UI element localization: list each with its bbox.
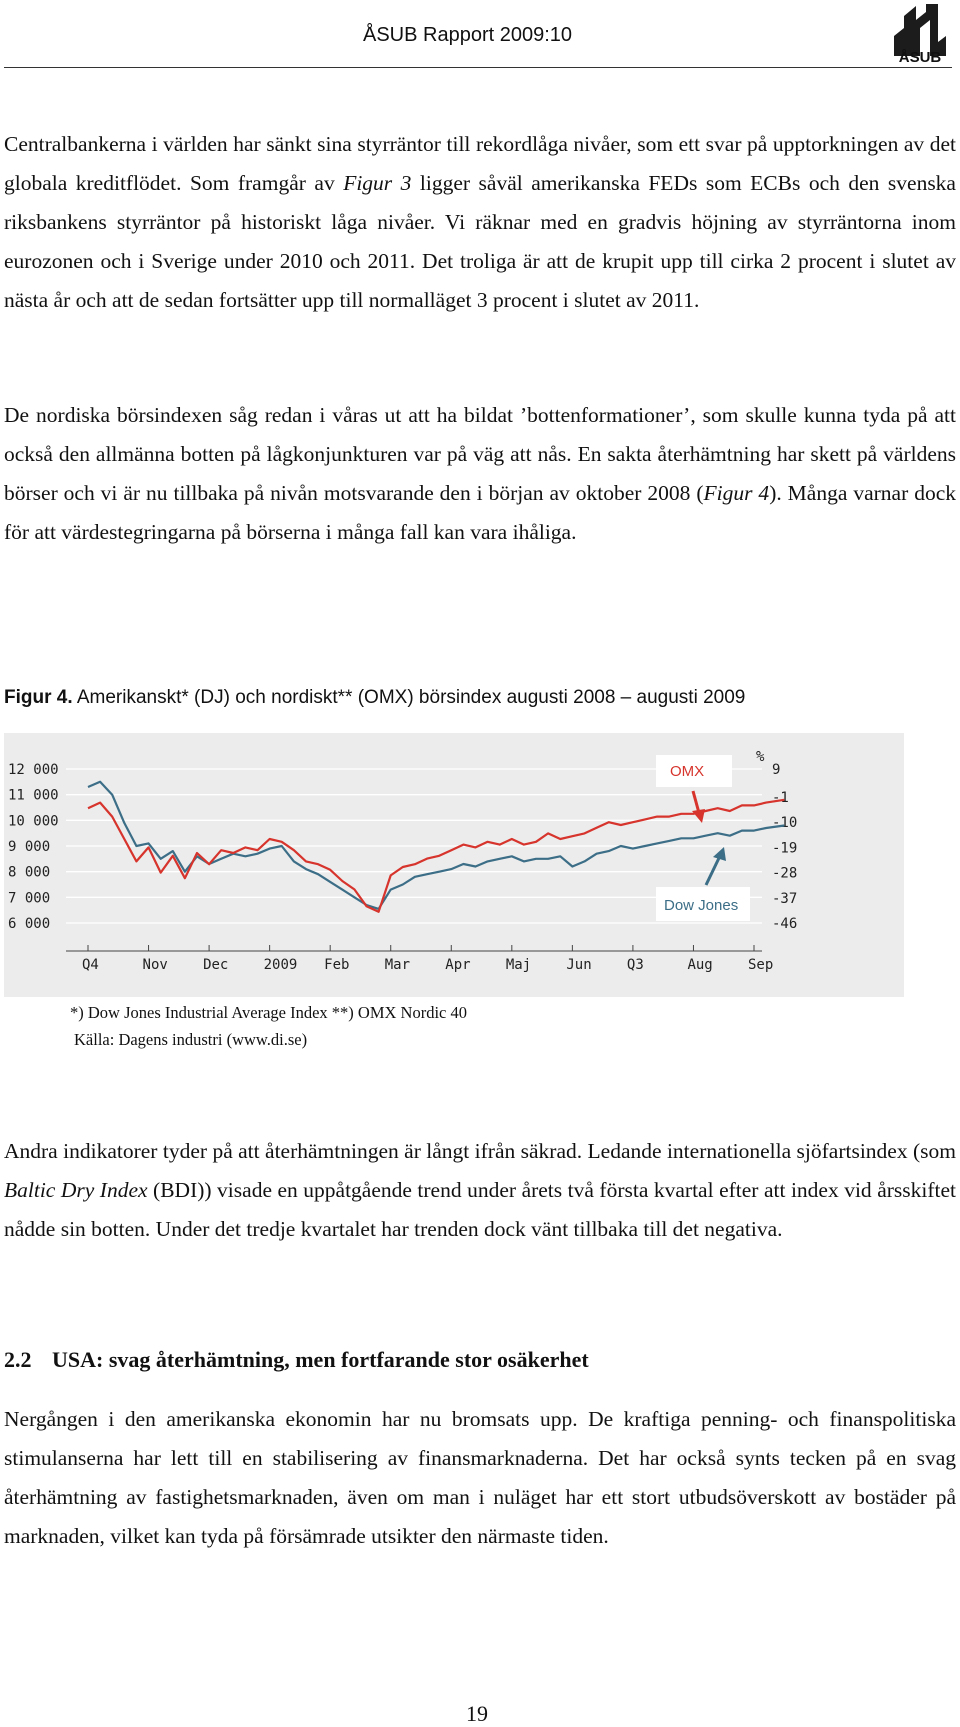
page-number: 19: [466, 1701, 488, 1726]
y-tick-label-right: -19: [772, 840, 798, 857]
omx-label: OMX: [670, 763, 705, 780]
y-tick-label-right: -46: [772, 916, 798, 932]
section-title: USA: svag återhämtning, men fortfarande stor osäkerhet: [52, 1347, 589, 1372]
section-heading: [4, 1347, 589, 1373]
paragraph-interest-rates: [4, 125, 956, 320]
y-tick-label-right: 9: [772, 762, 781, 778]
dowjones-label: Dow Jones: [664, 897, 739, 914]
italic-reference: Figur 4: [703, 481, 770, 505]
y-tick-label-right: -10: [772, 815, 798, 832]
italic-reference: Figur 3: [343, 171, 412, 195]
section-number: 2.2: [4, 1347, 32, 1372]
report-title: ÅSUB Rapport 2009:10: [363, 24, 573, 46]
figure-footnote: *) Dow Jones Industrial Average Index **) OMX Nordic 40: [70, 1003, 467, 1022]
chart-svg: [4, 733, 904, 997]
y-tick-label-left: 11 000: [8, 787, 59, 804]
italic-reference: Baltic Dry Index: [4, 1178, 148, 1202]
right-axis-unit: %: [756, 749, 765, 765]
x-tick-label: Dec: [203, 957, 229, 973]
x-tick-label: Maj: [505, 957, 532, 973]
logo-text: ÅSUB: [898, 49, 942, 66]
figure-source: Källa: Dagens industri (www.di.se): [74, 1030, 308, 1049]
paragraph-text: ). Många varnar dock för att värdestegringarna på börserna i många fall kan vara ihåliga.: [4, 481, 956, 544]
x-tick-label: 2009: [263, 957, 298, 973]
paragraph-text: De nordiska börsindexen såg redan i våras ut att ha bildat ’bottenformationer’, som skulle kunna tyda på att också den allmänna botten på lågkonjunkturen var på väg att nås. En sakta återhämtning har skett på världens börser och vi är nu tillbaka på nivån motsvarande den i början av oktober 2008 (: [4, 403, 956, 505]
x-tick-label: Q4: [82, 957, 99, 973]
figure-label: Figur 4.: [4, 687, 73, 708]
y-tick-label-left: 12 000: [8, 762, 59, 778]
y-tick-label-left: 9 000: [8, 839, 51, 855]
y-tick-label-right: -28: [772, 865, 798, 882]
x-tick-label: Jun: [566, 957, 592, 973]
x-tick-label: Apr: [445, 957, 471, 973]
stock-index-chart: [4, 733, 904, 997]
y-tick-label-left: 10 000: [8, 813, 59, 830]
x-tick-label: Feb: [324, 957, 350, 973]
paragraph-text: Centralbankerna i världen har sänkt sina styrräntor till rekordlåga nivåer, som ett svar på upptorkningen av det globala kreditflödet. Som framgår av: [4, 132, 956, 195]
y-tick-label-left: 7 000: [8, 890, 51, 907]
paragraph-text: (BDI)) visade en uppåtgående trend under årets två första kvartal efter att index vid årsskiftet nådde sin botten. Under det tredje kvartalet har trenden dock vänt tillbaka till det negativa.: [4, 1178, 956, 1241]
x-tick-label: Nov: [142, 957, 168, 973]
x-tick-label: Sep: [748, 957, 774, 973]
paragraph-text: Andra indikatorer tyder på att återhämtningen är långt ifrån säkrad. Ledande internationella sjöfartsindex (som: [4, 1139, 956, 1163]
header-rule: [4, 67, 952, 68]
figure-caption: [4, 687, 956, 709]
x-tick-label: Mar: [384, 957, 411, 973]
asub-logo: [890, 2, 950, 66]
x-tick-label: Q3: [626, 957, 644, 973]
figure-caption-text: Amerikanskt* (DJ) och nordiskt** (OMX) börsindex augusti 2008 – augusti 2009: [72, 687, 746, 708]
paragraph-usa: [4, 1400, 956, 1556]
y-tick-label-right: -1: [772, 790, 789, 806]
x-tick-label: Aug: [687, 957, 713, 973]
paragraph-text: ligger såväl amerikanska FEDs som ECBs och den svenska riksbankens styrräntor på historiskt låga nivåer. Vi räknar med en gradvis höjning av styrräntorna inom eurozonen och i Sverige under 2010 och 2011. Det troliga är att de krupit upp till cirka 2 procent i slutet av nästa år och att de sedan fortsätter upp till normalläget 3 procent i slutet av 2011.: [4, 171, 956, 312]
dowjones-arrow-head: [713, 847, 726, 861]
y-tick-label-left: 8 000: [8, 864, 51, 881]
y-tick-label-left: 6 000: [8, 916, 51, 932]
y-tick-label-right: -37: [772, 890, 798, 907]
paragraph-indicators: [4, 1132, 956, 1249]
paragraph-stock-indices: [4, 396, 956, 552]
paragraph-text: Nergången i den amerikanska ekonomin har nu bromsats upp. De kraftiga penning- och finanspolitiska stimulanserna har lett till en stabilisering av finansmarknaderna. Det har också synts tecken på en svag återhämtning av fastighetsmarknaden, även om man i nuläget har ett stort utbudsöverskott av bostäder på marknaden, vilket kan tyda på försämrade utsikter den närmaste tiden.: [4, 1407, 956, 1548]
